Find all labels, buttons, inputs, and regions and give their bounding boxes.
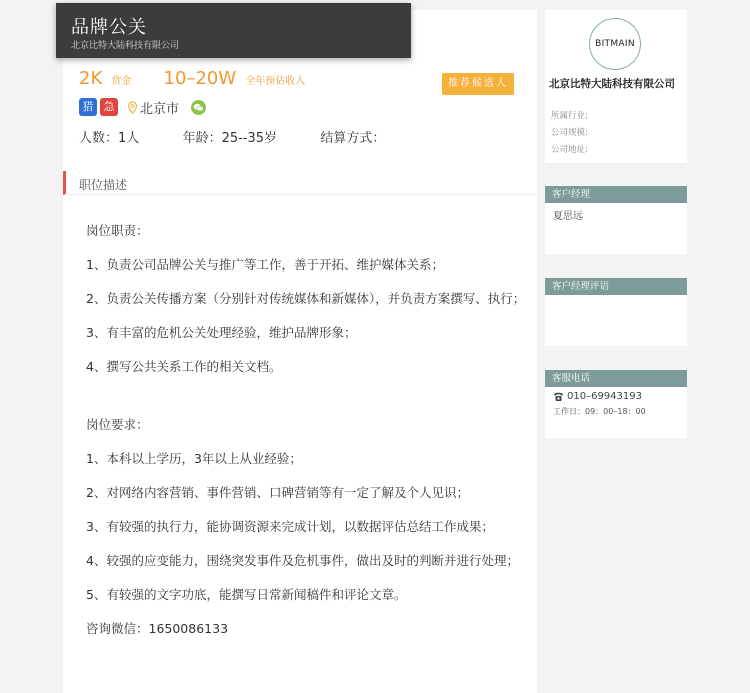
- map-pin-icon: [127, 101, 138, 114]
- service-phone-panel: [545, 370, 687, 438]
- job-description-body: [86, 218, 526, 650]
- job-info-row: [79, 127, 385, 146]
- annual-income-value: 10–20W: [163, 68, 237, 89]
- requirement-item: 3、有较强的执行力，能协调资源来完成计划，以数据评估总结工作成果；: [86, 519, 494, 534]
- duty-item: 2、负责公关传播方案（分别针对传统媒体和新媒体），并负责方案撰写、执行；: [86, 291, 526, 306]
- duty-item: 1、负责公司品牌公关与推广等工作，善于开拓、维护媒体关系；: [86, 257, 444, 272]
- urgent-tag: 急: [100, 98, 118, 116]
- salary-row: [79, 68, 305, 92]
- manager-comment-body: [545, 295, 687, 303]
- job-company: 北京比特大陆科技有限公司: [71, 41, 180, 51]
- recommend-candidate-button[interactable]: 推荐候选人: [442, 73, 514, 95]
- requirement-item: 4、较强的应变能力，围绕突发事件及危机事件，做出及时的判断并进行处理；: [86, 553, 519, 568]
- headcount: 人数：1人: [79, 131, 140, 146]
- duties-title: 岗位职责：: [86, 223, 149, 238]
- wechat-icon[interactable]: [191, 100, 206, 115]
- settlement-method: 结算方式：: [320, 131, 386, 146]
- requirements-title: 岗位要求：: [86, 417, 149, 432]
- panel-title: 客户经理: [545, 186, 687, 203]
- bounty-label: 赏金: [111, 76, 132, 87]
- requirement-item: 1、本科以上学历，3年以上从业经验；: [86, 451, 302, 466]
- panel-title: 客户经理评语: [545, 278, 687, 295]
- account-manager-panel: [545, 186, 687, 254]
- company-logo[interactable]: [589, 18, 641, 70]
- duty-item: 4、撰写公共关系工作的相关文档。: [86, 359, 282, 374]
- section-title: 职位描述: [79, 178, 128, 192]
- manager-comment-panel: [545, 278, 687, 346]
- job-description-header: [63, 171, 537, 195]
- tag-row: [79, 97, 206, 117]
- duty-item: 3、有丰富的危机公关处理经验，维护品牌形象；: [86, 325, 357, 340]
- company-name[interactable]: 北京比特大陆科技有限公司: [549, 78, 675, 90]
- logo-text: BITMAIN: [595, 39, 635, 49]
- manager-name: 夏思远: [553, 211, 583, 222]
- scale-label: 公司规模:: [551, 128, 588, 138]
- job-title: 品牌公关: [71, 17, 147, 38]
- bounty-value: 2K: [79, 68, 103, 89]
- service-phone-number[interactable]: 010–69943193: [567, 391, 642, 402]
- address-label: 公司地址:: [551, 145, 588, 155]
- requirement-item: 2、对网络内容营销、事件营销、口碑营销等有一定了解及个人见识；: [86, 485, 469, 500]
- requirement-item: 5、有较强的文字功底，能撰写日常新闻稿件和评论文章。: [86, 587, 407, 602]
- job-city: 北京市: [140, 101, 180, 117]
- service-hours: 工作日：09：00–18：00: [553, 407, 646, 416]
- industry-label: 所属行业:: [551, 111, 588, 121]
- company-card: [545, 10, 687, 163]
- phone-icon: [553, 392, 564, 402]
- annual-income-label: 全年预估收入: [245, 76, 306, 87]
- contact-wechat: 咨询微信：1650086133: [86, 621, 229, 636]
- job-title-banner: [56, 3, 411, 58]
- panel-title: 客服电话: [545, 370, 687, 387]
- headhunter-tag: 猎: [79, 98, 97, 116]
- age-range: 年龄：25--35岁: [182, 131, 278, 146]
